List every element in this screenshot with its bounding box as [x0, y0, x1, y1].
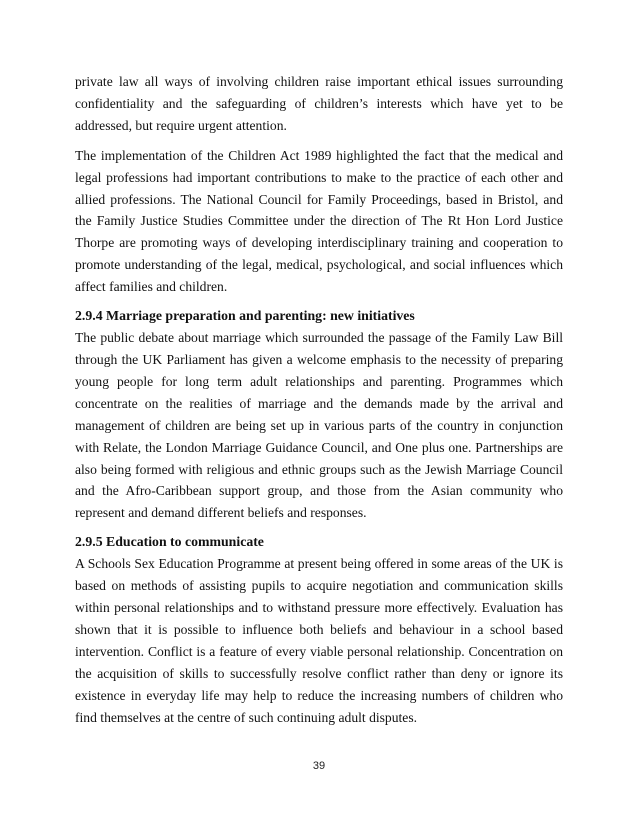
section-heading-marriage-preparation: 2.9.4 Marriage preparation and parenting: new initiatives [75, 308, 415, 324]
paragraph-children-act: The implementation of the Children Act 1989 highlighted the fact that the medical and legal professions had important contributions to make to the practice of each other and allied professions. The National Council for Family Proceedings, based in Bristol, and the Family Justice Studies Committee under the direction of The Rt Hon Lord Justice Thorpe are promoting ways of developing interdisciplinary training and cooperation to promote understanding of the legal, medical, psychological, and social influences which affect families and children. [75, 147, 563, 295]
page-number: 39 [312, 760, 326, 772]
section-heading-education: 2.9.5 Education to communicate [75, 534, 264, 550]
paragraph-marriage-preparation: The public debate about marriage which surrounded the passage of the Family Law Bill through the UK Parliament has given a welcome emphasis to the necessity of preparing young people for long term adult relationships and parenting. Programmes which concentrate on the realities of marriage and the demands made by the arrival and management of children are being set up in various parts of the country in conjunction with Relate, the London Marriage Guidance Council, and One plus one. Partnerships are also being formed with religious and ethnic groups such as the Jewish Marriage Council and the Afro-Caribbean support group, and those from the Asian community who represent and demand different beliefs and responses. [75, 330, 563, 521]
page-body [75, 71, 563, 728]
paragraph-confidentiality: private law all ways of involving children raise important ethical issues surrounding confidentiality and the safeguarding of children’s interests which have yet to be addressed, but require urgent attention. [75, 74, 563, 133]
paragraph-education: A Schools Sex Education Programme at present being offered in some areas of the UK is based on methods of assisting pupils to acquire negotiation and communication skills within personal relationships and to withstand pressure more effectively. Evaluation has shown that it is possible to influence both beliefs and behaviour in a school based intervention. Conflict is a feature of every viable personal relationship. Concentration on the acquisition of skills to successfully resolve conflict rather than deny or ignore its existence in everyday life may help to reduce the increasing numbers of children who find themselves at the centre of such continuing adult disputes. [75, 556, 563, 725]
